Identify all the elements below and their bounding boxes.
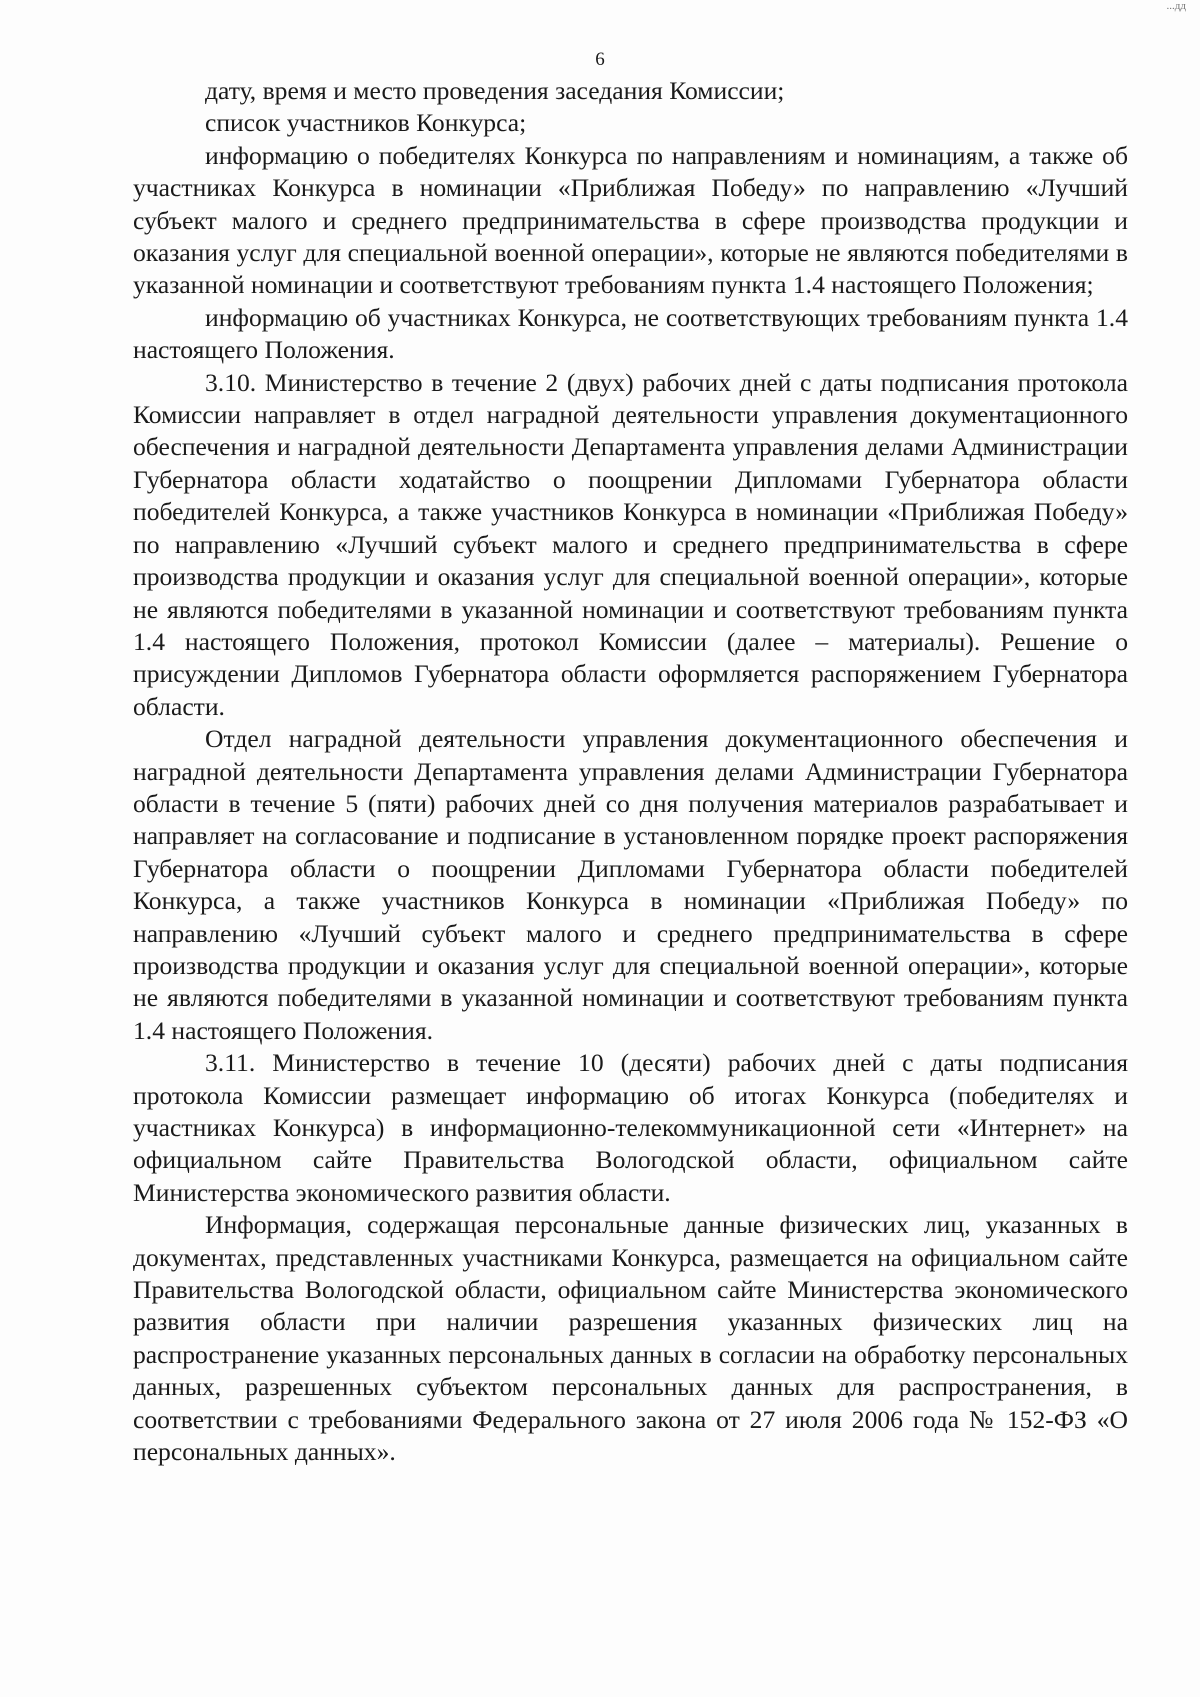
- page-number: 6: [595, 49, 605, 70]
- paragraph-personal-data: Информация, содержащая персональные данные физических лиц, указанных в документах, представленных участниками Конкурса, размещается на официальном сайте Правительства Вологодской области, официальном сайте Министерства экономического развития области при наличии разрешения указанных физических лиц на распространение указанных персональных данных в согласии на обработку персональных данных, разрешенных субъектом персональных данных для распространения, в соответствии с требованиями Федерального закона от 27 июля 2006 года № 152-ФЗ «О персональных данных».: [133, 1210, 1128, 1467]
- document-body: [133, 75, 1128, 1468]
- paragraph-clause-3-10: 3.10. Министерство в течение 2 (двух) рабочих дней с даты подписания протокола Комиссии направляет в отдел наградной деятельности управления документационного обеспечения и наградной деятельности Департамента управления делами Администрации Губернатора области ходатайство о поощрении Дипломами Губернатора области победителей Конкурса, а также участников Конкурса в номинации «Приближая Победу» по направлению «Лучший субъект малого и среднего предпринимательства в сфере производства продукции и оказания услуг для специальной военной операции», которые не являются победителями в указанной номинации и соответствуют требованиям пункта 1.4 настоящего Положения, протокол Комиссии (далее – материалы). Решение о присуждении Дипломов Губернатора области оформляется распоряжением Губернатора области.: [133, 367, 1128, 721]
- paragraph-awards-department: Отдел наградной деятельности управления документационного обеспечения и наградной деятельности Департамента управления делами Администрации Губернатора области в течение 5 (пяти) рабочих дней со дня получения материалов разрабатывает и направляет на согласование и подписание в установленном порядке проект распоряжения Губернатора области о поощрении Дипломами Губернатора области победителей Конкурса, а также участников Конкурса в номинации «Приближая Победу» по направлению «Лучший субъект малого и среднего предпринимательства в сфере производства продукции и оказания услуг для специальной военной операции», которые не являются победителями в указанной номинации и соответствуют требованиям пункта 1.4 настоящего Положения.: [133, 724, 1128, 1045]
- paragraph-winners-info: информацию о победителях Конкурса по направлениям и номинациям, а также об участниках Конкурса в номинации «Приближая Победу» по направлению «Лучший субъект малого и среднего предпринимательства в сфере производства продукции и оказания услуг для специальной военной операции», которые не являются победителями в указанной номинации и соответствуют требованиям пункта 1.4 настоящего Положения;: [133, 140, 1128, 300]
- paragraph-meeting-date: дату, время и место проведения заседания Комиссии;: [205, 76, 785, 105]
- paragraph-participants-list: список участников Конкурса;: [205, 108, 527, 138]
- paragraph-nonconforming-info: информацию об участниках Конкурса, не соответствующих требованиям пункта 1.4 настоящего Положения.: [133, 302, 1128, 365]
- paragraph-clause-3-11: 3.11. Министерство в течение 10 (десяти) рабочих дней с даты подписания протокола Комиссии размещает информацию об итогах Конкурса (победителях и участниках Конкурса) в информационно-телекоммуникационной сети «Интернет» на официальном сайте Правительства Вологодской области, официальном сайте Министерства экономического развития области.: [133, 1048, 1128, 1207]
- corner-mark: ...дд: [1166, 0, 1186, 12]
